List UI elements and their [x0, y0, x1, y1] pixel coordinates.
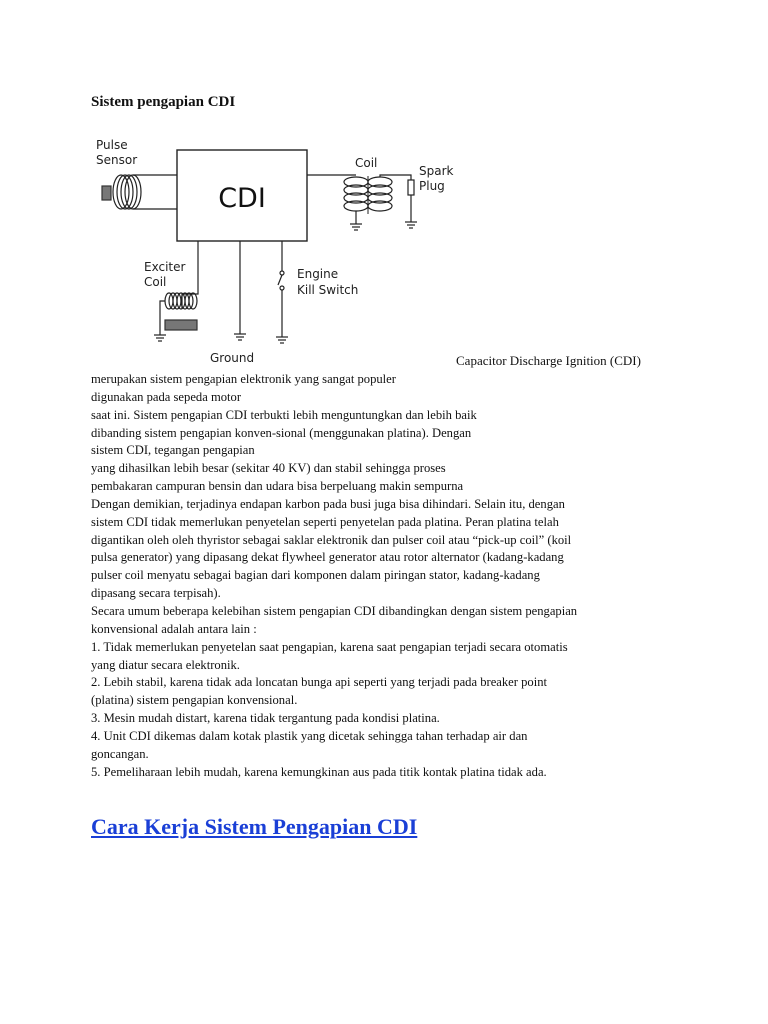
ignition-coil-secondary	[368, 177, 392, 211]
pulse-sensor-label-line2: Sensor	[96, 153, 138, 167]
body-line: pulser coil menyatu sebagai bagian dari komponen dalam piringan stator, kadang-kadang	[91, 568, 540, 583]
page-title: Sistem pengapian CDI	[91, 94, 236, 110]
kill-switch-contact-top	[280, 271, 284, 275]
kill-switch-ground-icon	[276, 337, 288, 343]
spark-plug-label-line1: Spark	[419, 164, 454, 178]
ignition-coil-primary	[344, 177, 368, 211]
exciter-magnet	[165, 320, 197, 330]
body-line: merupakan sistem pengapian elektronik yang sangat populer	[91, 372, 396, 386]
body-text	[91, 371, 577, 781]
body-line: 4. Unit CDI dikemas dalam kotak plastik yang dicetak sehingga tahan terhadap air dan	[91, 728, 528, 743]
body-line: pulsa generator) yang dipasang dekat flywheel generator atau rotor alternator (kadang-kadang	[91, 550, 564, 565]
body-line: dibanding sistem pengapian konven-sional (menggunakan platina). Dengan	[91, 425, 472, 440]
body-line: 1. Tidak memerlukan penyetelan saat pengapian, karena saat pengapian terjadi secara otomatis	[91, 639, 568, 654]
pulse-sensor-coil	[113, 175, 141, 209]
spark-plug-body	[408, 180, 414, 195]
body-line: pembakaran campuran bensin dan udara bisa berpeluang makin sempurna	[91, 479, 464, 494]
body-line: konvensional adalah antara lain :	[91, 621, 257, 636]
exciter-ground-icon	[154, 335, 166, 341]
body-line: yang dihasilkan lebih besar (sekitar 40 KV) dan stabil sehingga proses	[91, 461, 446, 476]
coil-primary-ground-icon	[350, 224, 362, 230]
pulse-sensor-label-line1: Pulse	[96, 138, 128, 152]
ground-label: Ground	[210, 351, 255, 365]
spark-plug-label-line2: Plug	[419, 179, 445, 193]
cdi-ground-icon	[234, 334, 246, 340]
coil-label: Coil	[355, 156, 378, 170]
body-line: Secara umum beberapa kelebihan sistem pengapian CDI dibandingkan dengan sistem pengapian	[91, 603, 578, 618]
body-line: yang diatur secara elektronik.	[91, 657, 240, 672]
exciter-coil-label-line2: Coil	[144, 275, 167, 289]
body-line: 2. Lebih stabil, karena tidak ada loncatan bunga api seperti yang terjadi pada breaker point	[91, 675, 547, 690]
engine-kill-switch-label-line2: Kill Switch	[297, 283, 359, 297]
kill-switch-blade	[278, 275, 282, 285]
section-heading-link[interactable]: Cara Kerja Sistem Pengapian CDI	[91, 814, 418, 839]
body-line: digantikan oleh oleh thyristor sebagai saklar elektronik dan pulser coil atau “pick-up coil” (koil	[91, 532, 572, 547]
engine-kill-switch-label-line1: Engine	[297, 267, 339, 281]
body-line: 3. Mesin mudah distart, karena tidak tergantung pada kondisi platina.	[91, 711, 440, 726]
body-line: goncangan.	[91, 746, 149, 761]
body-line: digunakan pada sepeda motor	[91, 389, 242, 404]
body-line: sistem CDI tidak memerlukan penyetelan seperti penyetelan pada platina. Peran platina telah	[91, 514, 559, 529]
cdi-label: CDI	[218, 183, 266, 214]
diagram-caption: Capacitor Discharge Ignition (CDI)	[456, 353, 641, 368]
spark-plug-ground-icon	[405, 222, 417, 228]
body-line: (platina) sistem pengapian konvensional.	[91, 693, 298, 708]
pulse-sensor-magnet	[102, 186, 111, 200]
exciter-coil-winding	[165, 293, 197, 309]
body-line: sistem CDI, tegangan pengapian	[91, 443, 255, 458]
kill-switch-contact-bottom	[280, 286, 284, 290]
exciter-coil-label-line1: Exciter	[144, 260, 186, 274]
body-line: saat ini. Sistem pengapian CDI terbukti lebih menguntungkan dan lebih baik	[91, 407, 477, 422]
cdi-circuit-diagram	[88, 134, 488, 370]
body-line: dipasang secara terpisah).	[91, 586, 221, 601]
exciter-ground-wire	[160, 301, 165, 335]
body-line: 5. Pemeliharaan lebih mudah, karena kemungkinan aus pada titik kontak platina tidak ada.	[91, 764, 547, 779]
body-line: Dengan demikian, terjadinya endapan karbon pada busi juga bisa dihindari. Selain itu, dengan	[91, 496, 565, 511]
